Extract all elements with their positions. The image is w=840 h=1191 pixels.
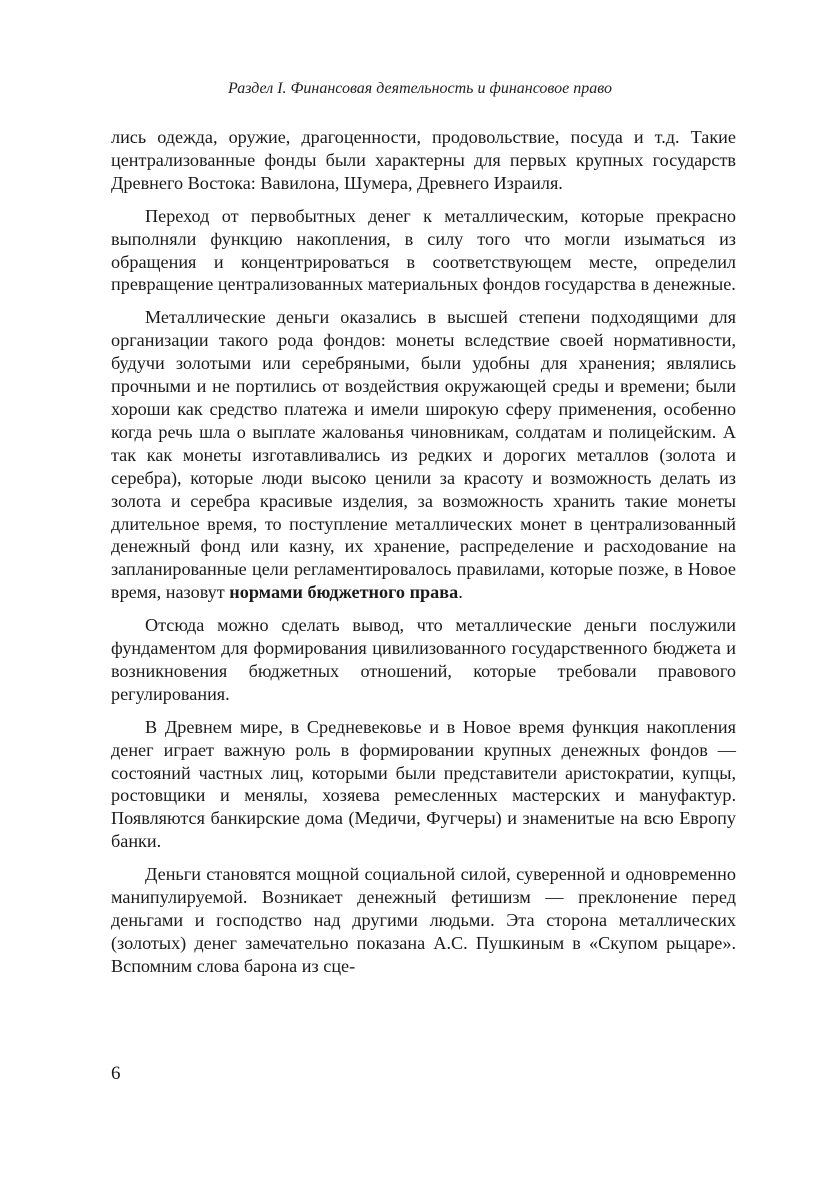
paragraph-4: Отсюда можно сделать вывод, что металлические деньги послужили фундаментом для формирования цивилизованного государственного бюджета и возникновения бюджетных отношений, которые требовали правового регулирования. — [111, 615, 736, 704]
paragraph-3 — [111, 306, 736, 604]
paragraph-6: Деньги становятся мощной социальной силой, суверенной и одновременно манипулируемой. Возникает денежный фетишизм — преклонение перед деньгами и господство над другими людьми. Эта сторона металлических (золотых) денег замечательно показана А.С. Пушкиным в «Скупом рыцаре». Вспомним слова барона из сце- — [111, 864, 736, 976]
paragraph-3-text: Металлические деньги оказались в высшей степени подходящими для организации такого рода фондов: монеты вследствие своей нормативности, будучи золотыми или серебряными, были удобны для хранения; являлись прочными и не портились от воздействия окружающей среды и времени; были хороши как средство платежа и имели широкую сферу применения, особенно когда речь шла о выплате жалованья чиновникам, солдатам и полицейским. А так как монеты изготавливались из редких и дорогих металлов (золота и серебра), которые люди высоко ценили за красоту и возможность делать из золота и серебра красивые изделия, за возможность хранить такие монеты длительное время, то поступление металлических монет в централизованный денежный фонд или казну, их хранение, распределение и расходование на запланированные цели регламентировалось правилами, которые позже, в Новое время, назовут — [111, 307, 736, 603]
bold-term-budget-law: нормами бюджетного права — [229, 582, 459, 603]
paragraph-3-end: . — [458, 582, 463, 603]
running-head: Раздел I. Финансовая деятельность и финансовое право — [228, 80, 612, 97]
paragraph-5: В Древнем мире, в Средневековье и в Новое время функция накопления денег играет важную роль в формировании крупных денежных фондов — состояний частных лиц, которыми были представители аристократии, купцы, ростовщики и менялы, хозяева ремесленных мастерских и мануфактур. Появляются банкирские дома (Медичи, Фугчеры) и знаменитые на всю Европу банки. — [111, 716, 736, 852]
page-body — [111, 126, 736, 988]
page-number: 6 — [111, 1063, 121, 1084]
paragraph-1: лись одежда, оружие, драгоценности, продовольствие, посуда и т.д. Такие централизованные фонды были характерны для первых крупных государств Древнего Востока: Вавилона, Шумера, Древнего Израиля. — [111, 127, 736, 193]
paragraph-2: Переход от первобытных денег к металлическим, которые прекрасно выполняли функцию накопления, в силу того что могли изыматься из обращения и концентрироваться в соответствующем месте, определил превращение централизованных материальных фондов государства в денежные. — [111, 205, 736, 295]
